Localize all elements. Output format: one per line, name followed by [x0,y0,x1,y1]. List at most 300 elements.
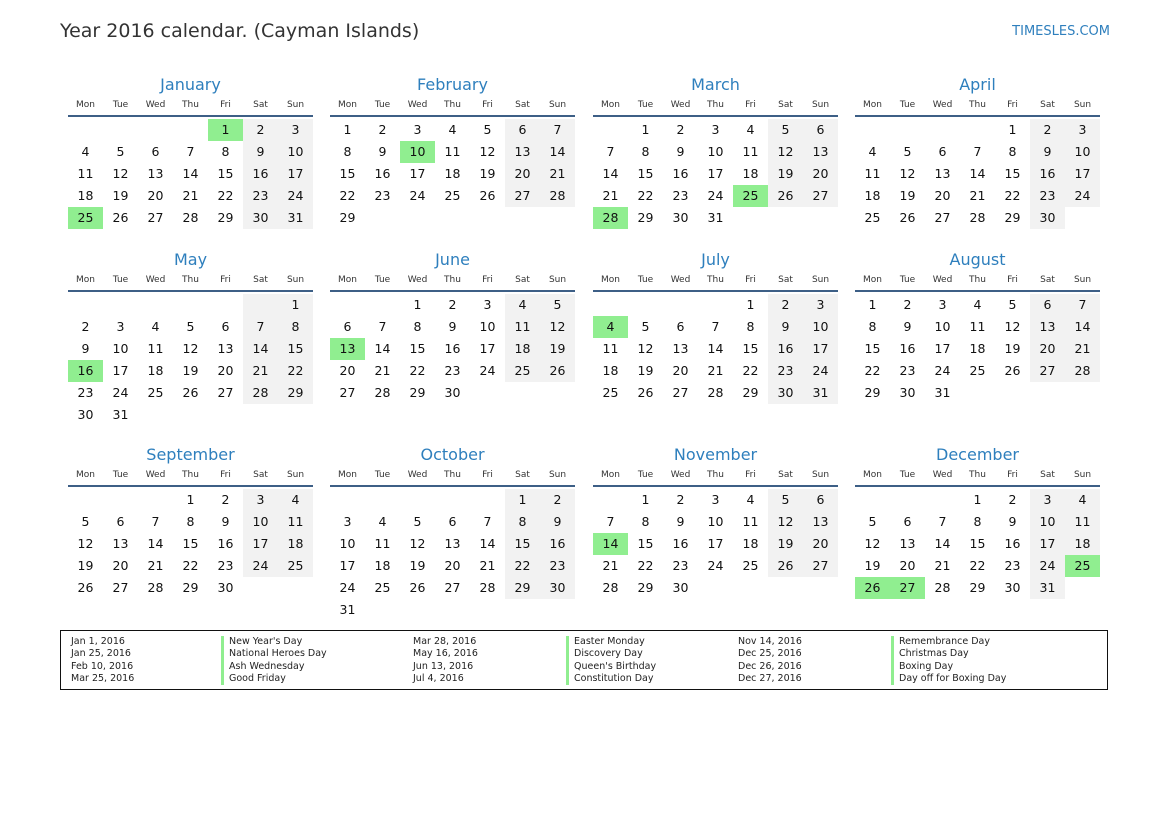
day-cell[interactable]: 12 [768,141,803,163]
day-cell[interactable]: 4 [1065,489,1100,511]
day-cell[interactable]: 22 [742,363,759,378]
day-cell[interactable]: 10 [1030,511,1065,533]
day-cell[interactable]: 9 [540,511,575,533]
day-cell[interactable]: 20 [803,533,838,555]
day-cell[interactable]: 12 [77,536,94,551]
day-cell[interactable]: 31 [934,385,951,400]
day-cell[interactable]: 13 [505,141,540,163]
day-cell[interactable]: 4 [746,122,755,137]
day-cell[interactable]: 17 [707,166,724,181]
day-cell[interactable]: 3 [803,294,838,316]
day-cell[interactable]: 3 [278,119,313,141]
day-cell[interactable]: 10 [339,536,356,551]
day-cell[interactable]: 6 [676,319,685,334]
day-cell[interactable]: 10 [934,319,951,334]
day-cell[interactable]: 21 [182,188,199,203]
day-cell[interactable]: 16 [768,338,803,360]
day-cell[interactable]: 25 [444,188,461,203]
day-cell[interactable]: 27 [217,385,234,400]
day-cell[interactable]: 8 [1008,144,1017,159]
day-cell[interactable]: 17 [803,338,838,360]
day-cell[interactable]: 2 [540,489,575,511]
day-cell[interactable]: 1 [413,297,422,312]
day-cell[interactable]: 20 [899,558,916,573]
day-cell[interactable]: 22 [505,555,540,577]
day-cell[interactable]: 20 [934,188,951,203]
day-cell[interactable]: 14 [479,536,496,551]
day-cell[interactable]: 2 [676,122,685,137]
day-cell[interactable]: 13 [899,536,916,551]
day-cell[interactable]: 3 [413,122,422,137]
day-cell[interactable]: 31 [112,407,129,422]
day-cell[interactable]: 24 [278,185,313,207]
holiday-day-cell[interactable]: 10 [400,141,435,163]
day-cell[interactable]: 1 [1008,122,1017,137]
day-cell[interactable]: 25 [864,210,881,225]
day-cell[interactable]: 2 [448,297,457,312]
day-cell[interactable]: 15 [637,536,654,551]
holiday-day-cell[interactable]: 25 [733,185,768,207]
day-cell[interactable]: 8 [505,511,540,533]
day-cell[interactable]: 29 [637,210,654,225]
day-cell[interactable]: 15 [182,536,199,551]
day-cell[interactable]: 1 [746,297,755,312]
day-cell[interactable]: 26 [1004,363,1021,378]
day-cell[interactable]: 14 [540,141,575,163]
day-cell[interactable]: 25 [505,360,540,382]
day-cell[interactable]: 27 [147,210,164,225]
day-cell[interactable]: 30 [540,577,575,599]
day-cell[interactable]: 19 [479,166,496,181]
day-cell[interactable]: 17 [112,363,129,378]
day-cell[interactable]: 17 [409,166,426,181]
day-cell[interactable]: 18 [742,536,759,551]
day-cell[interactable]: 13 [217,341,234,356]
day-cell[interactable]: 20 [505,163,540,185]
day-cell[interactable]: 6 [938,144,947,159]
day-cell[interactable]: 23 [217,558,234,573]
day-cell[interactable]: 8 [746,319,755,334]
day-cell[interactable]: 9 [81,341,90,356]
day-cell[interactable]: 21 [374,363,391,378]
day-cell[interactable]: 24 [707,558,724,573]
day-cell[interactable]: 18 [864,188,881,203]
day-cell[interactable]: 21 [602,558,619,573]
day-cell[interactable]: 15 [637,166,654,181]
day-cell[interactable]: 30 [672,580,689,595]
day-cell[interactable]: 1 [868,297,877,312]
day-cell[interactable]: 24 [243,555,278,577]
day-cell[interactable]: 23 [444,363,461,378]
day-cell[interactable]: 9 [1008,514,1017,529]
day-cell[interactable]: 1 [641,492,650,507]
day-cell[interactable]: 14 [707,341,724,356]
day-cell[interactable]: 30 [1030,207,1065,229]
day-cell[interactable]: 29 [969,580,986,595]
day-cell[interactable]: 7 [483,514,492,529]
holiday-day-cell[interactable]: 13 [330,338,365,360]
day-cell[interactable]: 25 [278,555,313,577]
day-cell[interactable]: 20 [672,363,689,378]
day-cell[interactable]: 2 [903,297,912,312]
day-cell[interactable]: 27 [672,385,689,400]
day-cell[interactable]: 9 [448,319,457,334]
day-cell[interactable]: 6 [343,319,352,334]
day-cell[interactable]: 27 [803,185,838,207]
day-cell[interactable]: 8 [641,144,650,159]
day-cell[interactable]: 21 [243,360,278,382]
day-cell[interactable]: 20 [147,188,164,203]
day-cell[interactable]: 3 [483,297,492,312]
day-cell[interactable]: 12 [409,536,426,551]
day-cell[interactable]: 9 [676,514,685,529]
day-cell[interactable]: 24 [479,363,496,378]
day-cell[interactable]: 14 [147,536,164,551]
day-cell[interactable]: 14 [1065,316,1100,338]
day-cell[interactable]: 14 [602,166,619,181]
day-cell[interactable]: 15 [969,536,986,551]
day-cell[interactable]: 13 [803,141,838,163]
day-cell[interactable]: 4 [151,319,160,334]
day-cell[interactable]: 19 [768,533,803,555]
day-cell[interactable]: 20 [444,558,461,573]
day-cell[interactable]: 22 [217,188,234,203]
day-cell[interactable]: 5 [903,144,912,159]
day-cell[interactable]: 16 [899,341,916,356]
day-cell[interactable]: 18 [1065,533,1100,555]
day-cell[interactable]: 25 [602,385,619,400]
day-cell[interactable]: 28 [707,385,724,400]
day-cell[interactable]: 28 [934,580,951,595]
day-cell[interactable]: 29 [1004,210,1021,225]
day-cell[interactable]: 13 [934,166,951,181]
holiday-day-cell[interactable]: 25 [68,207,103,229]
day-cell[interactable]: 9 [378,144,387,159]
day-cell[interactable]: 28 [147,580,164,595]
day-cell[interactable]: 9 [243,141,278,163]
day-cell[interactable]: 29 [864,385,881,400]
day-cell[interactable]: 5 [540,294,575,316]
day-cell[interactable]: 1 [186,492,195,507]
holiday-day-cell[interactable]: 25 [1065,555,1100,577]
day-cell[interactable]: 4 [378,514,387,529]
day-cell[interactable]: 25 [374,580,391,595]
day-cell[interactable]: 13 [1030,316,1065,338]
day-cell[interactable]: 28 [479,580,496,595]
day-cell[interactable]: 30 [243,207,278,229]
day-cell[interactable]: 28 [540,185,575,207]
day-cell[interactable]: 21 [147,558,164,573]
day-cell[interactable]: 2 [243,119,278,141]
day-cell[interactable]: 11 [374,536,391,551]
day-cell[interactable]: 27 [112,580,129,595]
day-cell[interactable]: 6 [803,119,838,141]
day-cell[interactable]: 24 [1030,555,1065,577]
day-cell[interactable]: 23 [374,188,391,203]
day-cell[interactable]: 10 [803,316,838,338]
day-cell[interactable]: 11 [602,341,619,356]
day-cell[interactable]: 31 [803,382,838,404]
day-cell[interactable]: 26 [540,360,575,382]
day-cell[interactable]: 26 [77,580,94,595]
day-cell[interactable]: 11 [147,341,164,356]
day-cell[interactable]: 2 [1030,119,1065,141]
day-cell[interactable]: 28 [182,210,199,225]
day-cell[interactable]: 16 [444,341,461,356]
day-cell[interactable]: 10 [479,319,496,334]
day-cell[interactable]: 22 [182,558,199,573]
day-cell[interactable]: 13 [112,536,129,551]
day-cell[interactable]: 6 [116,514,125,529]
day-cell[interactable]: 30 [444,385,461,400]
day-cell[interactable]: 10 [707,514,724,529]
day-cell[interactable]: 23 [899,363,916,378]
day-cell[interactable]: 22 [969,558,986,573]
day-cell[interactable]: 1 [641,122,650,137]
day-cell[interactable]: 28 [243,382,278,404]
day-cell[interactable]: 21 [1065,338,1100,360]
day-cell[interactable]: 7 [540,119,575,141]
day-cell[interactable]: 6 [1030,294,1065,316]
day-cell[interactable]: 19 [77,558,94,573]
day-cell[interactable]: 18 [374,558,391,573]
day-cell[interactable]: 7 [606,514,615,529]
day-cell[interactable]: 26 [768,555,803,577]
day-cell[interactable]: 24 [1065,185,1100,207]
day-cell[interactable]: 7 [378,319,387,334]
day-cell[interactable]: 2 [81,319,90,334]
day-cell[interactable]: 24 [339,580,356,595]
day-cell[interactable]: 12 [899,166,916,181]
day-cell[interactable]: 22 [1004,188,1021,203]
day-cell[interactable]: 12 [637,341,654,356]
day-cell[interactable]: 29 [182,580,199,595]
day-cell[interactable]: 2 [768,294,803,316]
day-cell[interactable]: 18 [505,338,540,360]
day-cell[interactable]: 11 [864,166,881,181]
day-cell[interactable]: 28 [374,385,391,400]
day-cell[interactable]: 31 [1030,577,1065,599]
day-cell[interactable]: 13 [672,341,689,356]
day-cell[interactable]: 29 [217,210,234,225]
day-cell[interactable]: 4 [746,492,755,507]
day-cell[interactable]: 7 [243,316,278,338]
day-cell[interactable]: 31 [707,210,724,225]
day-cell[interactable]: 21 [934,558,951,573]
day-cell[interactable]: 6 [151,144,160,159]
day-cell[interactable]: 12 [864,536,881,551]
day-cell[interactable]: 7 [711,319,720,334]
day-cell[interactable]: 11 [77,166,94,181]
day-cell[interactable]: 27 [934,210,951,225]
day-cell[interactable]: 21 [707,363,724,378]
day-cell[interactable]: 7 [1065,294,1100,316]
day-cell[interactable]: 15 [217,166,234,181]
day-cell[interactable]: 29 [278,382,313,404]
day-cell[interactable]: 8 [278,316,313,338]
day-cell[interactable]: 23 [243,185,278,207]
day-cell[interactable]: 1 [973,492,982,507]
day-cell[interactable]: 7 [973,144,982,159]
day-cell[interactable]: 6 [505,119,540,141]
day-cell[interactable]: 22 [278,360,313,382]
day-cell[interactable]: 16 [1030,163,1065,185]
day-cell[interactable]: 19 [864,558,881,573]
day-cell[interactable]: 22 [339,188,356,203]
holiday-day-cell[interactable]: 28 [593,207,628,229]
day-cell[interactable]: 22 [864,363,881,378]
day-cell[interactable]: 7 [151,514,160,529]
day-cell[interactable]: 13 [147,166,164,181]
day-cell[interactable]: 19 [768,163,803,185]
day-cell[interactable]: 3 [243,489,278,511]
day-cell[interactable]: 25 [742,558,759,573]
day-cell[interactable]: 3 [1030,489,1065,511]
day-cell[interactable]: 23 [672,558,689,573]
day-cell[interactable]: 17 [278,163,313,185]
day-cell[interactable]: 3 [116,319,125,334]
day-cell[interactable]: 28 [969,210,986,225]
day-cell[interactable]: 22 [637,188,654,203]
day-cell[interactable]: 26 [409,580,426,595]
day-cell[interactable]: 9 [903,319,912,334]
day-cell[interactable]: 25 [147,385,164,400]
day-cell[interactable]: 16 [1004,536,1021,551]
holiday-day-cell[interactable]: 16 [68,360,103,382]
day-cell[interactable]: 18 [742,166,759,181]
day-cell[interactable]: 13 [803,511,838,533]
day-cell[interactable]: 4 [81,144,90,159]
day-cell[interactable]: 19 [182,363,199,378]
day-cell[interactable]: 2 [1008,492,1017,507]
day-cell[interactable]: 24 [803,360,838,382]
day-cell[interactable]: 1 [343,122,352,137]
day-cell[interactable]: 23 [768,360,803,382]
day-cell[interactable]: 16 [672,536,689,551]
day-cell[interactable]: 30 [672,210,689,225]
day-cell[interactable]: 10 [278,141,313,163]
day-cell[interactable]: 21 [969,188,986,203]
day-cell[interactable]: 1 [505,489,540,511]
day-cell[interactable]: 30 [217,580,234,595]
day-cell[interactable]: 21 [479,558,496,573]
day-cell[interactable]: 28 [1065,360,1100,382]
day-cell[interactable]: 3 [711,122,720,137]
holiday-day-cell[interactable]: 1 [208,119,243,141]
day-cell[interactable]: 30 [768,382,803,404]
day-cell[interactable]: 15 [505,533,540,555]
day-cell[interactable]: 27 [444,580,461,595]
day-cell[interactable]: 12 [768,511,803,533]
site-link[interactable]: TIMESLES.COM [1012,24,1110,39]
day-cell[interactable]: 23 [1004,558,1021,573]
day-cell[interactable]: 26 [182,385,199,400]
day-cell[interactable]: 30 [899,385,916,400]
day-cell[interactable]: 14 [969,166,986,181]
day-cell[interactable]: 30 [77,407,94,422]
day-cell[interactable]: 8 [221,144,230,159]
day-cell[interactable]: 15 [339,166,356,181]
day-cell[interactable]: 11 [969,319,986,334]
day-cell[interactable]: 19 [540,338,575,360]
day-cell[interactable]: 16 [540,533,575,555]
day-cell[interactable]: 29 [637,580,654,595]
day-cell[interactable]: 27 [1030,360,1065,382]
day-cell[interactable]: 18 [969,341,986,356]
day-cell[interactable]: 14 [243,338,278,360]
day-cell[interactable]: 8 [413,319,422,334]
day-cell[interactable]: 20 [803,163,838,185]
holiday-day-cell[interactable]: 4 [593,316,628,338]
day-cell[interactable]: 6 [803,489,838,511]
day-cell[interactable]: 9 [676,144,685,159]
day-cell[interactable]: 29 [505,577,540,599]
day-cell[interactable]: 9 [1030,141,1065,163]
day-cell[interactable]: 10 [243,511,278,533]
day-cell[interactable]: 15 [409,341,426,356]
day-cell[interactable]: 18 [278,533,313,555]
day-cell[interactable]: 19 [637,363,654,378]
holiday-day-cell[interactable]: 14 [593,533,628,555]
day-cell[interactable]: 20 [339,363,356,378]
day-cell[interactable]: 11 [278,511,313,533]
day-cell[interactable]: 5 [641,319,650,334]
day-cell[interactable]: 29 [742,385,759,400]
holiday-day-cell[interactable]: 26 [855,577,890,599]
day-cell[interactable]: 5 [1008,297,1017,312]
day-cell[interactable]: 15 [864,341,881,356]
day-cell[interactable]: 6 [448,514,457,529]
day-cell[interactable]: 8 [641,514,650,529]
day-cell[interactable]: 2 [378,122,387,137]
day-cell[interactable]: 8 [343,144,352,159]
day-cell[interactable]: 20 [1030,338,1065,360]
day-cell[interactable]: 23 [672,188,689,203]
day-cell[interactable]: 7 [186,144,195,159]
day-cell[interactable]: 8 [868,319,877,334]
day-cell[interactable]: 4 [868,144,877,159]
day-cell[interactable]: 20 [112,558,129,573]
day-cell[interactable]: 14 [182,166,199,181]
day-cell[interactable]: 27 [339,385,356,400]
day-cell[interactable]: 16 [217,536,234,551]
day-cell[interactable]: 24 [409,188,426,203]
day-cell[interactable]: 5 [186,319,195,334]
day-cell[interactable]: 18 [77,188,94,203]
day-cell[interactable]: 29 [339,210,356,225]
day-cell[interactable]: 18 [602,363,619,378]
day-cell[interactable]: 6 [221,319,230,334]
day-cell[interactable]: 28 [602,580,619,595]
day-cell[interactable]: 11 [742,144,759,159]
day-cell[interactable]: 11 [742,514,759,529]
day-cell[interactable]: 22 [637,558,654,573]
day-cell[interactable]: 9 [221,514,230,529]
day-cell[interactable]: 15 [1004,166,1021,181]
day-cell[interactable]: 24 [112,385,129,400]
day-cell[interactable]: 27 [803,555,838,577]
day-cell[interactable]: 17 [479,341,496,356]
day-cell[interactable]: 16 [374,166,391,181]
day-cell[interactable]: 5 [116,144,125,159]
day-cell[interactable]: 11 [1065,511,1100,533]
day-cell[interactable]: 24 [934,363,951,378]
day-cell[interactable]: 1 [278,294,313,316]
day-cell[interactable]: 11 [505,316,540,338]
day-cell[interactable]: 12 [182,341,199,356]
day-cell[interactable]: 26 [479,188,496,203]
day-cell[interactable]: 10 [1065,141,1100,163]
